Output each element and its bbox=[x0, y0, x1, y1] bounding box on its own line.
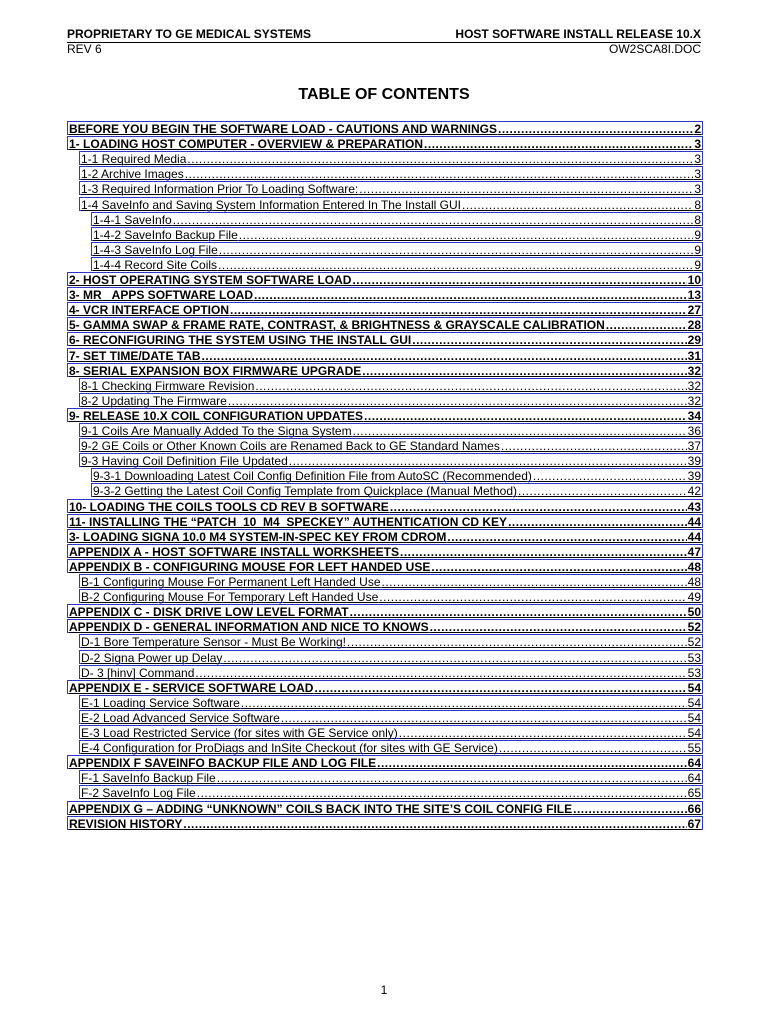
toc-entry-page: 9 bbox=[694, 257, 701, 272]
toc-entry-page: 54 bbox=[687, 695, 701, 710]
toc-entry-title: D- 3 [hinv] Command bbox=[81, 665, 195, 680]
toc-entry[interactable] bbox=[67, 604, 703, 618]
page-title: TABLE OF CONTENTS bbox=[298, 86, 470, 103]
toc-dot-leader bbox=[412, 333, 686, 347]
toc-entry-page: 49 bbox=[687, 590, 701, 605]
toc-entry-page: 67 bbox=[687, 816, 701, 831]
toc-entry[interactable] bbox=[91, 483, 703, 497]
toc-dot-leader bbox=[606, 318, 687, 332]
toc-entry-page: 54 bbox=[687, 710, 701, 725]
toc-entry-title: 3- LOADING SIGNA 10.0 M4 SYSTEM-IN-SPEC KEY FROM CDROM bbox=[69, 529, 447, 544]
toc-entry[interactable] bbox=[79, 710, 703, 724]
toc-dot-leader bbox=[399, 726, 687, 740]
toc-dot-leader bbox=[239, 228, 694, 242]
toc-dot-leader bbox=[462, 198, 693, 212]
toc-entry-title: 1-2 Archive Images bbox=[81, 167, 184, 182]
toc-dot-leader bbox=[314, 681, 686, 695]
toc-dot-leader bbox=[281, 711, 687, 725]
toc-dot-leader bbox=[254, 288, 687, 302]
toc-entry-title: 1-1 Required Media bbox=[81, 152, 187, 167]
toc-entry-page: 53 bbox=[687, 650, 701, 665]
toc-entry-title: APPENDIX F SAVEINFO BACKUP FILE AND LOG FILE bbox=[69, 756, 377, 771]
toc-entry-title: 1-4-4 Record Site Coils bbox=[93, 257, 218, 272]
toc-entry[interactable] bbox=[67, 332, 703, 346]
toc-dot-leader bbox=[447, 530, 686, 544]
toc-entry-page: 9 bbox=[694, 242, 701, 257]
toc-entry-title: 9-3 Having Coil Definition File Updated bbox=[81, 454, 288, 469]
toc-entry[interactable] bbox=[79, 589, 703, 603]
toc-entry-title: 1-4-3 SaveInfo Log File bbox=[93, 242, 218, 257]
toc-entry-page: 32 bbox=[687, 363, 701, 378]
toc-entry[interactable] bbox=[79, 197, 703, 211]
toc-entry-page: 55 bbox=[687, 741, 701, 756]
toc-entry-title: B-1 Configuring Mouse For Permanent Left Handed Use bbox=[81, 575, 381, 589]
page-header-top bbox=[67, 28, 701, 43]
toc-entry-title: 1-4-1 SaveInfo bbox=[93, 212, 172, 227]
toc-entry-title: 2- HOST OPERATING SYSTEM SOFTWARE LOAD bbox=[69, 273, 352, 287]
toc-entry-page: 37 bbox=[687, 439, 701, 454]
toc-entry-title: 1- LOADING HOST COMPUTER - OVERVIEW & PREPARATION bbox=[69, 137, 424, 152]
toc-entry-title: 9-3-2 Getting the Latest Coil Config Template from Quickplace (Manual Method) bbox=[93, 484, 517, 499]
toc-entry-page: 43 bbox=[687, 499, 701, 514]
toc-entry-title: APPENDIX A - HOST SOFTWARE INSTALL WORKSHEETS bbox=[69, 544, 400, 559]
toc-dot-leader bbox=[173, 213, 694, 227]
toc-entry-title: 6- RECONFIGURING THE SYSTEM USING THE INSTALL GUI bbox=[69, 333, 412, 348]
toc-dot-leader bbox=[353, 424, 687, 438]
toc-entry-page: 52 bbox=[687, 635, 701, 650]
toc-entry-title: E-4 Configuration for ProDiags and InSite Checkout (for sites with GE Service) bbox=[81, 741, 498, 756]
toc-entry[interactable] bbox=[67, 619, 703, 633]
toc-entry-title: APPENDIX D - GENERAL INFORMATION AND NICE TO KNOWS bbox=[69, 620, 429, 635]
toc-dot-leader bbox=[364, 409, 687, 423]
toc-entry[interactable] bbox=[67, 287, 703, 301]
toc-entry-title: F-1 SaveInfo Backup File bbox=[81, 771, 216, 786]
toc-entry[interactable] bbox=[79, 151, 703, 165]
toc-entry-title: APPENDIX C - DISK DRIVE LOW LEVEL FORMAT bbox=[69, 605, 349, 620]
toc-entry-title: APPENDIX E - SERVICE SOFTWARE LOAD bbox=[69, 680, 314, 695]
toc-entry-title: BEFORE YOU BEGIN THE SOFTWARE LOAD - CAUTIONS AND WARNINGS bbox=[69, 122, 498, 136]
toc-entry-page: 64 bbox=[687, 771, 701, 786]
toc-entry[interactable] bbox=[67, 559, 703, 573]
toc-entry[interactable] bbox=[67, 529, 703, 543]
toc-dot-leader bbox=[424, 137, 693, 151]
toc-entry-page: 3 bbox=[694, 167, 701, 182]
toc-entry[interactable] bbox=[67, 408, 703, 422]
toc-entry-title: 9-2 GE Coils or Other Known Coils are Renamed Back to GE Standard Names bbox=[81, 439, 500, 454]
toc-entry-page: 2 bbox=[694, 122, 701, 136]
toc-entry-page: 9 bbox=[694, 227, 701, 242]
header-filename: OW2SCA8I.DOC bbox=[608, 42, 701, 56]
toc-entry[interactable] bbox=[79, 740, 703, 754]
toc-entry[interactable] bbox=[79, 393, 703, 407]
toc-entry-page: 29 bbox=[687, 333, 701, 348]
toc-dot-leader bbox=[431, 560, 686, 574]
toc-entry-title: 4- VCR INTERFACE OPTION bbox=[69, 303, 230, 318]
toc-dot-leader bbox=[498, 122, 693, 136]
toc-entry[interactable] bbox=[91, 242, 703, 256]
toc-entry-title: 1-4 SaveInfo and Saving System Information Entered In The Install GUI bbox=[81, 197, 461, 212]
toc-entry[interactable] bbox=[67, 499, 703, 513]
toc-entry[interactable] bbox=[79, 453, 703, 467]
toc-entry[interactable] bbox=[67, 363, 703, 377]
toc-entry[interactable] bbox=[67, 514, 703, 528]
toc-entry[interactable] bbox=[67, 544, 703, 558]
toc-dot-leader bbox=[400, 545, 687, 559]
toc-entry[interactable] bbox=[67, 755, 703, 769]
toc-dot-leader bbox=[573, 802, 687, 816]
toc-entry[interactable] bbox=[91, 468, 703, 482]
toc-entry-title: E-2 Load Advanced Service Software bbox=[81, 710, 280, 725]
toc-dot-leader bbox=[223, 651, 686, 665]
toc-dot-leader bbox=[230, 303, 687, 317]
toc-entry-page: 31 bbox=[687, 348, 701, 363]
toc-entry[interactable] bbox=[67, 680, 703, 694]
toc-entry[interactable] bbox=[67, 816, 703, 830]
toc-entry-page: 65 bbox=[687, 786, 701, 801]
page-number: 1 bbox=[380, 983, 388, 997]
header-doc-title: HOST SOFTWARE INSTALL RELEASE 10.X bbox=[455, 27, 701, 41]
toc-dot-leader bbox=[197, 786, 687, 800]
toc-entry-title: APPENDIX G – ADDING “UNKNOWN” COILS BACK INTO THE SITE’S COIL CONFIG FILE bbox=[69, 801, 573, 816]
toc-dot-leader bbox=[202, 349, 687, 363]
toc-dot-leader bbox=[533, 469, 687, 483]
toc-entry-page: 52 bbox=[687, 620, 701, 635]
toc-entry-title: 7- SET TIME/DATE TAB bbox=[69, 348, 201, 363]
toc-entry[interactable] bbox=[91, 212, 703, 226]
toc-dot-leader bbox=[241, 696, 687, 710]
toc-entry-page: 3 bbox=[694, 152, 701, 167]
toc-entry-page: 36 bbox=[687, 424, 701, 438]
toc-dot-leader bbox=[218, 258, 693, 272]
toc-dot-leader bbox=[430, 620, 687, 634]
header-revision: REV 6 bbox=[67, 42, 102, 56]
toc-dot-leader bbox=[217, 771, 687, 785]
toc-entry-page: 39 bbox=[687, 469, 701, 484]
toc-entry-page: 3 bbox=[694, 137, 701, 152]
toc-entry[interactable] bbox=[91, 227, 703, 241]
toc-entry[interactable] bbox=[67, 348, 703, 362]
toc-entry-title: 3- MR _APPS SOFTWARE LOAD bbox=[69, 288, 254, 303]
toc-dot-leader bbox=[499, 741, 687, 755]
toc-entry-page: 39 bbox=[687, 454, 701, 469]
toc-dot-leader bbox=[185, 167, 694, 181]
toc-dot-leader bbox=[362, 364, 686, 378]
toc-entry-title: E-1 Loading Service Software bbox=[81, 695, 240, 710]
toc-entry-title: B-2 Configuring Mouse For Temporary Left Handed Use bbox=[81, 590, 379, 605]
toc-entry-title: APPENDIX B - CONFIGURING MOUSE FOR LEFT HANDED USE bbox=[69, 559, 431, 574]
toc-entry-page: 48 bbox=[687, 575, 701, 589]
toc-dot-leader bbox=[195, 666, 686, 680]
toc-entry-page: 32 bbox=[687, 393, 701, 408]
toc-entry[interactable] bbox=[79, 770, 703, 784]
toc-entry-title: 10- LOADING THE COILS TOOLS CD REV B SOFTWARE bbox=[69, 499, 389, 514]
toc-entry-page: 34 bbox=[687, 408, 701, 423]
toc-entry[interactable] bbox=[79, 166, 703, 180]
toc-dot-leader bbox=[518, 484, 687, 498]
toc-entry-title: 9- RELEASE 10.X COIL CONFIGURATION UPDATES bbox=[69, 408, 364, 423]
toc-entry-title: 9-1 Coils Are Manually Added To the Signa System bbox=[81, 424, 352, 438]
toc-entry[interactable] bbox=[79, 650, 703, 664]
toc-entry[interactable] bbox=[79, 665, 703, 679]
toc-entry-page: 44 bbox=[687, 529, 701, 544]
toc-entry-title: 1-3 Required Information Prior To Loading Software: bbox=[81, 182, 359, 197]
toc-entry[interactable] bbox=[79, 378, 703, 392]
toc-entry-page: 66 bbox=[687, 801, 701, 816]
toc-entry[interactable] bbox=[67, 121, 703, 135]
toc-entry-page: 32 bbox=[687, 378, 701, 393]
toc-entry-page: 13 bbox=[687, 288, 701, 303]
toc-entry[interactable] bbox=[79, 634, 703, 648]
toc-entry[interactable] bbox=[79, 181, 703, 195]
toc-dot-leader bbox=[382, 575, 687, 589]
toc-entry[interactable] bbox=[67, 136, 703, 150]
toc-entry-title: 9-3-1 Downloading Latest Coil Config Definition File from AutoSC (Recommended) bbox=[93, 469, 532, 484]
toc-entry-page: 42 bbox=[687, 484, 701, 499]
toc-entry[interactable] bbox=[79, 725, 703, 739]
toc-entry-page: 64 bbox=[687, 756, 701, 771]
toc-entry-title: E-3 Load Restricted Service (for sites with GE Service only) bbox=[81, 726, 398, 740]
toc-dot-leader bbox=[390, 500, 687, 514]
toc-entry-page: 3 bbox=[694, 182, 701, 197]
toc-dot-leader bbox=[350, 605, 687, 619]
toc-entry-page: 50 bbox=[687, 605, 701, 620]
toc-dot-leader bbox=[501, 439, 687, 453]
toc-entry-page: 48 bbox=[687, 559, 701, 574]
toc-entry-page: 10 bbox=[687, 273, 701, 287]
toc-dot-leader bbox=[379, 590, 686, 604]
toc-entry-page: 28 bbox=[687, 318, 701, 333]
toc-dot-leader bbox=[347, 635, 687, 649]
toc-entry-title: D-2 Signa Power up Delay bbox=[81, 650, 223, 665]
toc-entry[interactable] bbox=[79, 574, 703, 588]
toc-dot-leader bbox=[377, 756, 687, 770]
toc-entry-title: D-1 Bore Temperature Sensor - Must Be Working! bbox=[81, 635, 346, 650]
toc-entry-title: 1-4-2 SaveInfo Backup File bbox=[93, 227, 238, 242]
toc-entry[interactable] bbox=[91, 257, 703, 271]
toc-entry[interactable] bbox=[67, 302, 703, 316]
toc-entry-page: 44 bbox=[687, 514, 701, 529]
toc-entry[interactable] bbox=[79, 423, 703, 437]
toc-entry[interactable] bbox=[67, 801, 703, 815]
header-company: PROPRIETARY TO GE MEDICAL SYSTEMS bbox=[67, 27, 312, 41]
toc-dot-leader bbox=[228, 394, 687, 408]
toc-entry-title: REVISION HISTORY bbox=[69, 816, 183, 831]
toc-entry-page: 47 bbox=[687, 544, 701, 559]
toc-dot-leader bbox=[183, 817, 686, 831]
toc-entry-title: 8- SERIAL EXPANSION BOX FIRMWARE UPGRADE bbox=[69, 363, 362, 378]
toc-dot-leader bbox=[359, 182, 693, 196]
toc-entry-page: 54 bbox=[687, 680, 701, 695]
toc-entry-page: 54 bbox=[687, 726, 701, 740]
toc-dot-leader bbox=[219, 243, 694, 257]
toc-dot-leader bbox=[187, 152, 693, 166]
toc-entry-title: 11- INSTALLING THE “PATCH_10_M4_SPECKEY” AUTHENTICATION CD KEY bbox=[69, 514, 508, 529]
toc-entry[interactable] bbox=[79, 785, 703, 799]
toc-entry-title: 8-1 Checking Firmware Revision bbox=[81, 378, 255, 393]
toc-entry-page: 53 bbox=[687, 665, 701, 680]
toc-entry-title: 5- GAMMA SWAP & FRAME RATE, CONTRAST, & BRIGHTNESS & GRAYSCALE CALIBRATION bbox=[69, 318, 605, 333]
toc-entry-title: 8-2 Updating The Firmware bbox=[81, 393, 227, 408]
toc-entry[interactable] bbox=[67, 272, 703, 286]
toc-dot-leader bbox=[352, 273, 686, 287]
toc-entry[interactable] bbox=[79, 438, 703, 452]
toc-entry-page: 8 bbox=[694, 197, 701, 212]
toc-entry[interactable] bbox=[79, 695, 703, 709]
toc-entry-page: 27 bbox=[687, 303, 701, 318]
toc-dot-leader bbox=[255, 379, 686, 393]
toc-dot-leader bbox=[508, 515, 687, 529]
toc-dot-leader bbox=[289, 454, 687, 468]
toc-entry-page: 8 bbox=[694, 212, 701, 227]
toc-entry-title: F-2 SaveInfo Log File bbox=[81, 786, 196, 801]
toc-entry[interactable] bbox=[67, 317, 703, 331]
